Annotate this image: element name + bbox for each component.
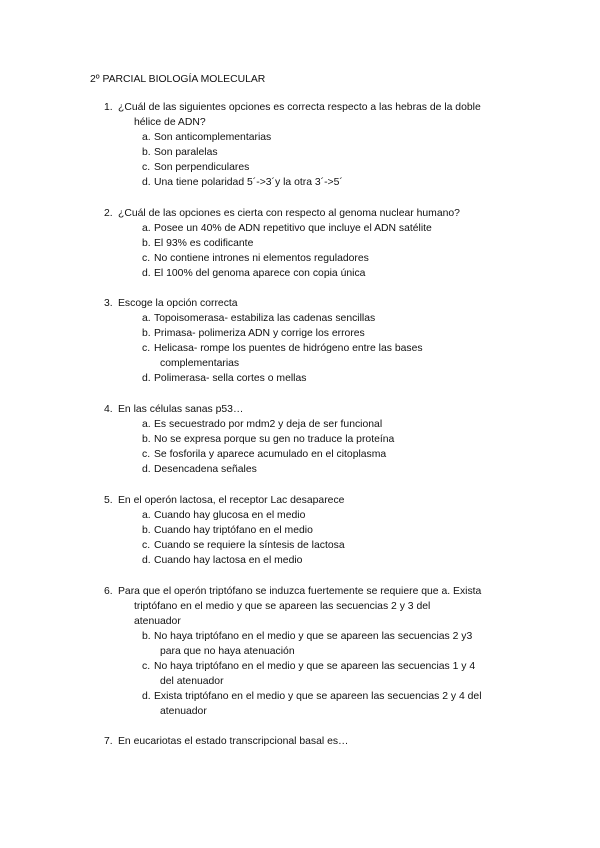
option-d [0, 689, 600, 704]
option-letter: a. [142, 419, 151, 430]
option-text: El 100% del genoma aparece con copia única [154, 268, 366, 279]
option-text-continued: para que no haya atenuación [160, 646, 295, 657]
page-title: 2º PARCIAL BIOLOGÍA MOLECULAR [90, 74, 266, 85]
option-d [0, 553, 600, 568]
option-letter: b. [142, 434, 151, 445]
option-text: No haya triptófano en el medio y que se apareen las secuencias 2 y3 [154, 631, 473, 642]
question-text: En el operón lactosa, el receptor Lac desaparece [118, 495, 345, 506]
option-text: Una tiene polaridad 5´->3´y la otra 3´->5´ [154, 177, 343, 188]
option-text: Cuando hay triptófano en el medio [154, 525, 313, 536]
option-a [0, 508, 600, 523]
question-6 [0, 584, 600, 719]
option-text: Posee un 40% de ADN repetitivo que incluye el ADN satélite [154, 223, 432, 234]
option-letter: a. [142, 223, 151, 234]
question-text-continued: atenuador [134, 616, 181, 627]
option-c-continued [0, 356, 600, 371]
option-c [0, 659, 600, 674]
option-d [0, 266, 600, 281]
option-letter: b. [142, 328, 151, 339]
option-text: Son anticomplementarias [154, 132, 272, 143]
option-text: Helicasa- rompe los puentes de hidrógeno entre las bases [154, 343, 423, 354]
option-c [0, 160, 600, 175]
option-text: Exista triptófano en el medio y que se apareen las secuencias 2 y 4 del [154, 691, 482, 702]
option-b [0, 236, 600, 251]
question-number: 1. [104, 102, 113, 113]
option-letter: b. [142, 238, 151, 249]
option-letter: c. [142, 449, 151, 460]
option-text: No se expresa porque su gen no traduce la proteína [154, 434, 395, 445]
question-number: 5. [104, 495, 113, 506]
option-b [0, 523, 600, 538]
option-letter: b. [142, 525, 151, 536]
question-number: 3. [104, 298, 113, 309]
option-a [0, 130, 600, 145]
option-b [0, 145, 600, 160]
question-5 [0, 493, 600, 568]
option-text-continued: atenuador [160, 706, 207, 717]
option-d [0, 462, 600, 477]
question-text: Para que el operón triptófano se induzca fuertemente se requiere que a. Exista [118, 586, 482, 597]
option-b [0, 432, 600, 447]
question-1 [0, 100, 600, 190]
option-b-continued [0, 644, 600, 659]
option-b [0, 326, 600, 341]
option-letter: c. [142, 540, 151, 551]
question-text: Escoge la opción correcta [118, 298, 238, 309]
option-a [0, 417, 600, 432]
option-text-continued: del atenuador [160, 676, 224, 687]
option-text: Se fosforila y aparece acumulado en el citoplasma [154, 449, 387, 460]
option-text: Cuando hay glucosa en el medio [154, 510, 306, 521]
option-text: Cuando hay lactosa en el medio [154, 555, 303, 566]
option-letter: d. [142, 268, 151, 279]
option-c [0, 447, 600, 462]
option-c [0, 341, 600, 356]
option-b [0, 629, 600, 644]
question-number: 6. [104, 586, 113, 597]
question-text-continued: triptófano en el medio y que se apareen las secuencias 2 y 3 del [134, 601, 431, 612]
option-letter: a. [142, 313, 151, 324]
option-letter: c. [142, 253, 151, 264]
question-text: En eucariotas el estado transcripcional basal es… [118, 736, 349, 747]
question-number: 4. [104, 404, 113, 415]
question-4 [0, 402, 600, 477]
option-a [0, 221, 600, 236]
option-text: Primasa- polimeriza ADN y corrige los errores [154, 328, 365, 339]
option-a [0, 311, 600, 326]
option-letter: d. [142, 373, 151, 384]
question-text: ¿Cuál de las siguientes opciones es correcta respecto a las hebras de la doble [118, 102, 481, 113]
option-text: Desencadena señales [154, 464, 257, 475]
option-c-continued [0, 674, 600, 689]
question-text-continued: hélice de ADN? [134, 117, 206, 128]
option-d [0, 371, 600, 386]
option-text: No contiene intrones ni elementos reguladores [154, 253, 369, 264]
option-letter: a. [142, 510, 151, 521]
option-letter: d. [142, 691, 151, 702]
question-7 [0, 734, 600, 749]
option-text: No haya triptófano en el medio y que se apareen las secuencias 1 y 4 [154, 661, 476, 672]
option-d-continued [0, 704, 600, 719]
option-text-continued: complementarias [160, 358, 240, 369]
option-letter: c. [142, 162, 151, 173]
option-text: Es secuestrado por mdm2 y deja de ser funcional [154, 419, 383, 430]
option-text: Topoisomerasa- estabiliza las cadenas sencillas [154, 313, 376, 324]
question-text: ¿Cuál de las opciones es cierta con respecto al genoma nuclear humano? [118, 208, 460, 219]
option-text: Polimerasa- sella cortes o mellas [154, 373, 307, 384]
option-text: Cuando se requiere la síntesis de lactosa [154, 540, 345, 551]
option-d [0, 175, 600, 190]
option-text: Son perpendiculares [154, 162, 250, 173]
option-letter: d. [142, 177, 151, 188]
option-text: El 93% es codificante [154, 238, 254, 249]
option-letter: d. [142, 464, 151, 475]
option-c [0, 538, 600, 553]
option-letter: a. [142, 132, 151, 143]
option-letter: c. [142, 343, 151, 354]
option-letter: b. [142, 631, 151, 642]
question-number: 7. [104, 736, 113, 747]
question-2 [0, 206, 600, 281]
option-c [0, 251, 600, 266]
question-number: 2. [104, 208, 113, 219]
option-text: Son paralelas [154, 147, 218, 158]
option-letter: d. [142, 555, 151, 566]
question-text: En las células sanas p53… [118, 404, 244, 415]
question-3 [0, 296, 600, 386]
option-letter: b. [142, 147, 151, 158]
option-letter: c. [142, 661, 151, 672]
